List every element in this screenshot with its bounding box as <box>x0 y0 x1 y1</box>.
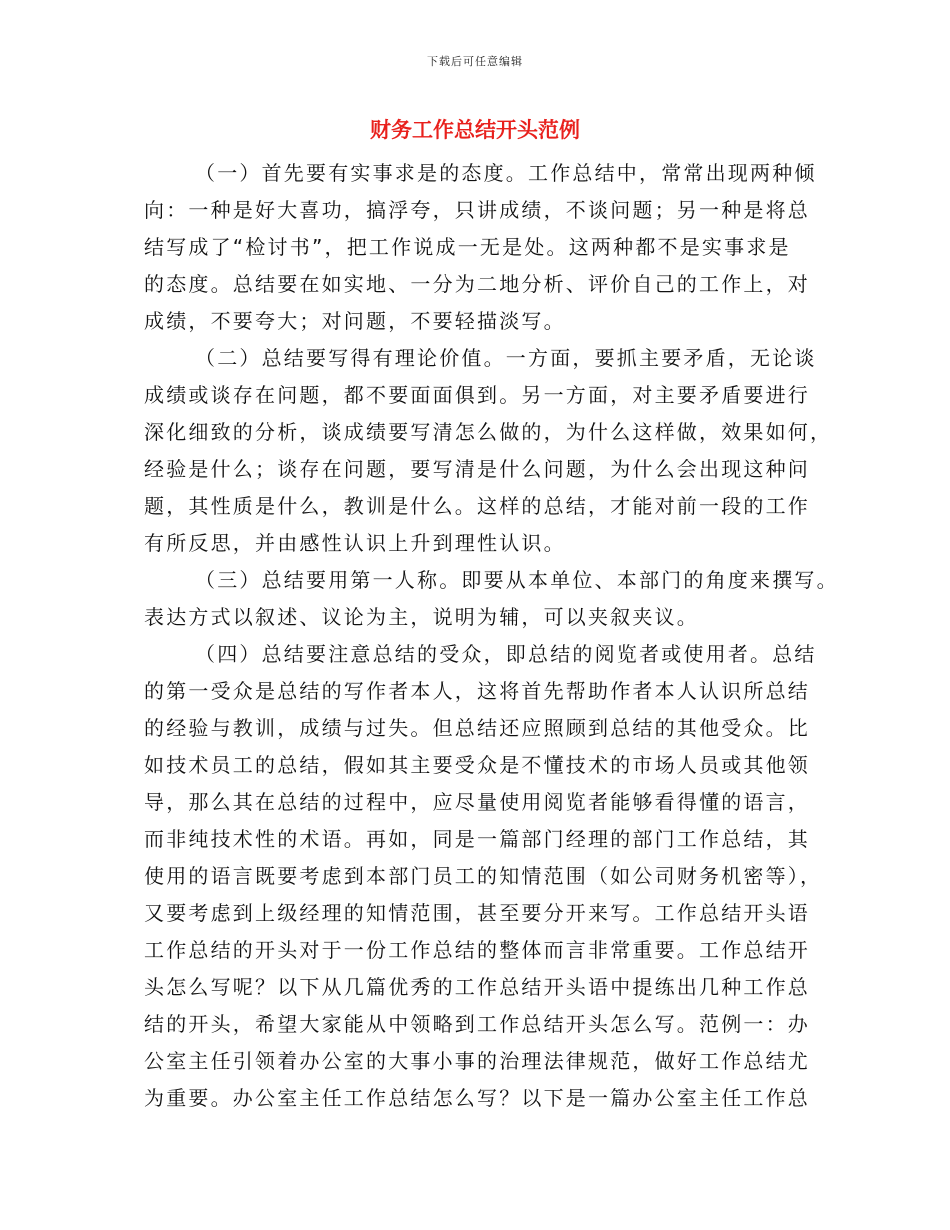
paragraph-first-line: （三）总结要用第一人称。即要从本单位、本部门的角度来撰写。 <box>195 568 839 592</box>
paragraph-line: 公室主任引领着办公室的大事小事的治理法律规范，做好工作总结尤 <box>144 1049 810 1073</box>
paragraph-first-line: （二）总结要写得有理论价值。一方面，要抓主要矛盾，无论谈 <box>195 346 817 370</box>
paragraph-line: 工作总结的开头对于一份工作总结的整体而言非常重要。工作总结开 <box>144 938 810 962</box>
paragraph-line: 经验是什么；谈存在问题，要写清是什么问题，为什么会出现这种问 <box>144 457 810 481</box>
paragraph-line: 结写成了“检讨书”，把工作说成一无是处。这两种都不是实事求是 <box>144 235 791 259</box>
paragraph-line: 的第一受众是总结的写作者本人，这将首先帮助作者本人认识所总结 <box>144 679 810 703</box>
document-title: 财务工作总结开头范例 <box>370 117 580 142</box>
document-body <box>144 155 839 1117</box>
paragraph-line: 结的开头，希望大家能从中领略到工作总结开头怎么写。范例一：办 <box>144 1012 810 1036</box>
paragraph-line: 的经验与教训，成绩与过失。但总结还应照顾到总结的其他受众。比 <box>144 716 810 740</box>
paragraph-line: 成绩，不要夸大；对问题，不要轻描淡写。 <box>144 309 566 333</box>
paragraph-line: 导，那么其在总结的过程中，应尽量使用阅览者能够看得懂的语言， <box>144 790 810 814</box>
paragraph-line: 向：一种是好大喜功，搞浮夸，只讲成绩，不谈问题；另一种是将总 <box>144 198 810 222</box>
paragraph-line: 头怎么写呢？以下从几篇优秀的工作总结开头语中提练出几种工作总 <box>144 975 810 999</box>
paragraph-first-line: （四）总结要注意总结的受众，即总结的阅览者或使用者。总结 <box>195 642 817 666</box>
header-note: 下载后可任意编辑 <box>427 55 523 68</box>
paragraph-line: 有所反思，并由感性认识上升到理性认识。 <box>144 531 566 555</box>
paragraph-line: 为重要。办公室主任工作总结怎么写？以下是一篇办公室主任工作总 <box>144 1086 810 1110</box>
paragraph-first-line: （一）首先要有实事求是的态度。工作总结中，常常出现两种倾 <box>195 161 817 185</box>
paragraph-line: 表达方式以叙述、议论为主，说明为辅，可以夹叙夹议。 <box>144 605 699 629</box>
paragraph-line: 如技术员工的总结，假如其主要受众是不懂技术的市场人员或其他领 <box>144 753 810 777</box>
paragraph-line: 的态度。总结要在如实地、一分为二地分析、评价自己的工作上，对 <box>144 272 810 296</box>
paragraph-line: 而非纯技术性的术语。再如，同是一篇部门经理的部门工作总结，其 <box>144 827 810 851</box>
paragraph-line: 成绩或谈存在问题，都不要面面俱到。另一方面，对主要矛盾要进行 <box>144 383 810 407</box>
paragraph-line: 使用的语言既要考虑到本部门员工的知情范围（如公司财务机密等）， <box>144 864 823 888</box>
paragraph-line: 题，其性质是什么，教训是什么。这样的总结，才能对前一段的工作 <box>144 494 810 518</box>
paragraph-line: 又要考虑到上级经理的知情范围，甚至要分开来写。工作总结开头语 <box>144 901 810 925</box>
paragraph-line: 深化细致的分析，谈成绩要写清怎么做的，为什么这样做，效果如何， <box>144 420 833 444</box>
